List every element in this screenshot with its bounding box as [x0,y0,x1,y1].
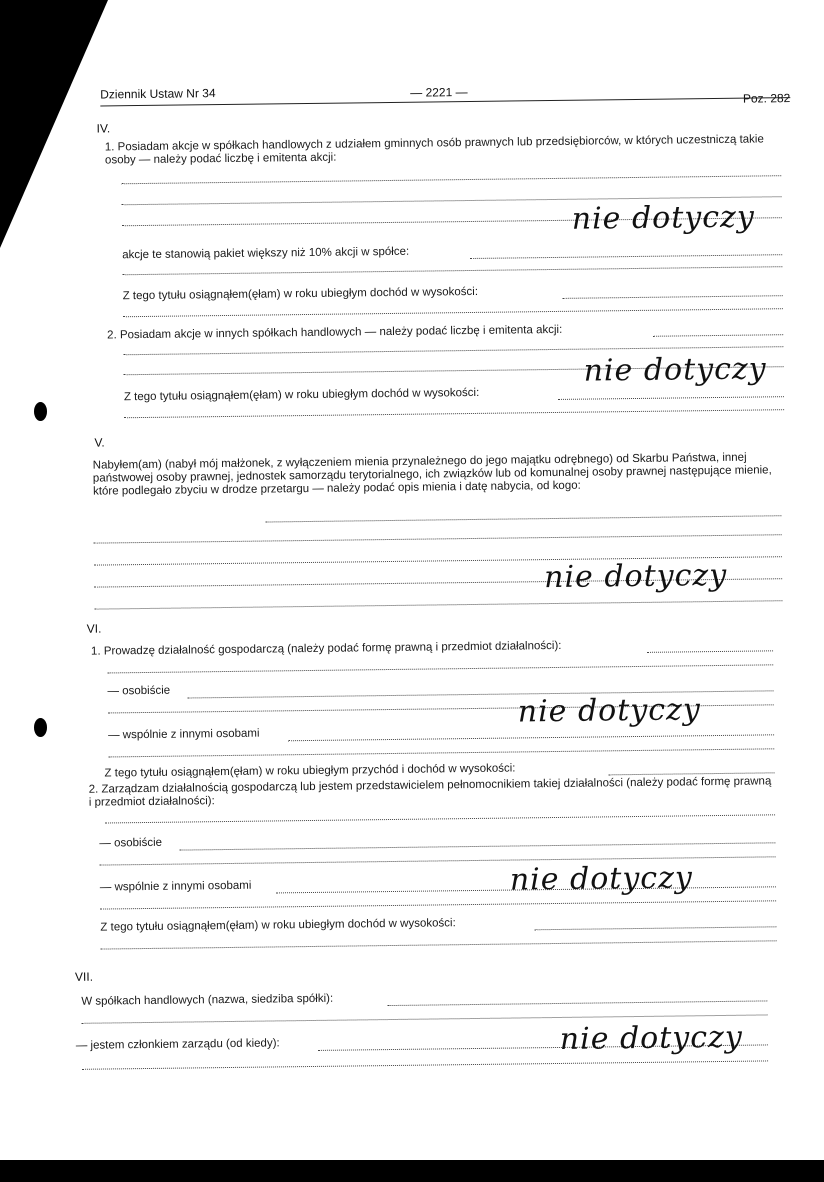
section-vi-joint-1: — wspólnie z innymi osobami [107,727,260,742]
section-vi-item2-text: 2. Zarządzam działalnością gospodarczą lub jestem przedstawicielem pełnomocnikiem takiej działalności (należy podać formę prawną i przedmiot działalności): [88,775,772,809]
fill-line [534,925,776,930]
page-header [100,79,790,109]
section-vi-personal-2: — osobiście [99,836,163,850]
fill-line [94,533,782,543]
fill-line [647,649,773,653]
handwritten-signature-v: nie dotyczy [543,557,728,596]
section-iv-income-text-2: Z tego tytułu osiągnąłem(ęłam) w roku ubiegłym dochód w wysokości: [123,386,480,404]
section-iv-income-text-1: Z tego tytułu osiągnąłem(ęłam) w roku ubiegłym dochód w wysokości: [122,285,479,303]
fill-line [101,939,777,949]
section-iv-package-text: akcje te stanowią pakiet większy niż 10% akcji w spółce: [122,245,410,262]
fill-line [82,1059,768,1069]
section-vi-numeral: VI. [86,621,102,636]
section-vi-joint-2: — wspólnie z innymi osobami [99,879,252,894]
fill-line [123,307,783,317]
section-v-text: Nabyłem(am) (nabył mój małżonek, z wyłączeniem mienia przynależnego do jego majątku odrębnego) od Skarbu Państwa, innej państwowej osoby prawnej, jednostek samorządu terytorialnego, ich związków lub od komunalnej osoby prawnej następujące mienie, które podlegało zbyciu w drodze przetargu — należy podać opis mienia i datę nabycia, od kogo: [92,451,772,498]
handwritten-signature-iv-2: nie dotyczy [583,351,767,389]
section-vii-board-text: — jestem członkiem zarządu (od kiedy): [75,1037,280,1052]
page-number: — 2221 — [410,85,468,100]
fill-line [288,733,774,741]
section-iv-item1-text: 1. Posiadam akcje w spółkach handlowych z udziałem gminnych osób prawnych lub przedsiębiorców, w których uczestniczą takie osoby — należy podać liczbę i emitenta akcji: [104,133,764,167]
punch-hole-bottom [34,718,47,737]
fill-line [107,663,773,673]
fill-line [387,999,767,1006]
section-iv-item2-text: 2. Posiadam akcje w innych spółkach handlowych — należy podać liczbę i emitenta akcji: [107,323,563,342]
handwritten-signature-vi-2: nie dotyczy [509,860,694,898]
punch-hole-top [34,402,47,421]
fill-line [179,841,775,850]
journal-title: Dziennik Ustaw Nr 34 [100,86,216,102]
section-vi-personal-1: — osobiście [107,684,171,698]
handwritten-signature-vii: nie dotyczy [559,1019,744,1057]
section-vi-income-text-1: Z tego tytułu osiągnąłem(ęłam) w roku ubiegłym przychód i dochód w wysokości: [104,762,516,780]
fill-line [563,294,783,299]
handwritten-signature-iv-1: nie dotyczy [571,199,755,237]
form-page [60,69,803,1158]
fill-line [265,514,781,522]
fill-line [124,408,784,418]
section-v-numeral: V. [94,435,105,450]
scan-bottom-edge [0,1160,824,1182]
fill-line [121,174,781,184]
fill-line [558,395,784,400]
section-vii-text: W spółkach handlowych (nazwa, siedziba spółki): [81,992,334,1008]
section-vi-item1-text: 1. Prowadzę działalność gospodarczą (należy podać formę prawną i przedmiot działalności): [90,639,562,658]
fill-line [105,813,775,823]
fill-line [653,333,783,337]
fill-line [122,265,782,275]
fill-line [108,747,774,757]
handwritten-signature-vi-1: nie dotyczy [517,692,702,730]
fill-line [100,899,776,909]
section-iv-numeral: IV. [96,121,111,136]
fill-line [94,599,782,609]
section-vi-income-text-2: Z tego tytułu osiągnąłem(ęłam) w roku ubiegłym dochód w wysokości: [100,917,456,934]
section-vii-numeral: VII. [74,969,94,984]
fill-line [470,253,782,259]
position-number: Poz. 282 [742,91,791,106]
